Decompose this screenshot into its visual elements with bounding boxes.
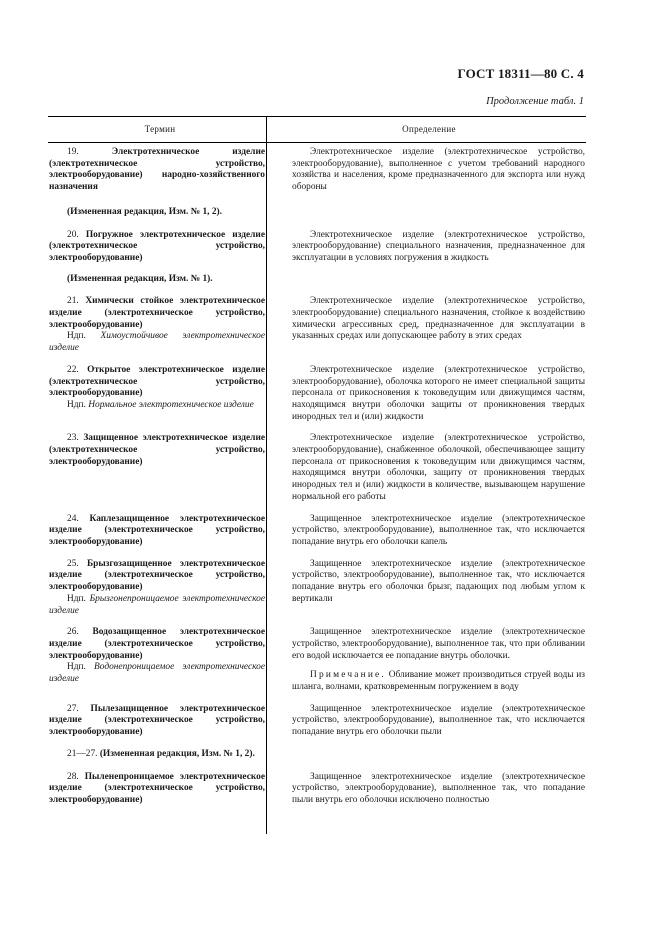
column-header-definition: Определение <box>402 124 456 134</box>
deprecated-synonym: Ндп. Водонепроницаемое электротехническое изделие <box>49 662 266 685</box>
definition-cell: Электротехническое изделие (электротехническое устройство, электрооборудование), снабженное оболочкой, обеспечивающее защиту персонала от прикосновения к токоведущим или движущимся частям, находящимся внутри оболочки, защиту от проникновения твердых инородных тел и (или) жидкости в количестве, вызывающем нарушение нормальной его работы <box>292 433 585 502</box>
table-row <box>48 365 586 424</box>
amendment-note: (Измененная редакция, Изм. № 1). <box>67 273 213 284</box>
term-text: Пылезащищенное электротехническое изделие (электротехническое устройство, электрооборудование) <box>49 703 265 738</box>
note-label: Примечание. <box>310 670 386 681</box>
term-text: Погружное электротехническое изделие (электротехническое устройство, электрооборудование) <box>49 229 265 263</box>
term-cell: 22. Открытое электротехническое изделие (электротехническое устройство, электрооборудование) Ндп. Нормальное электротехническое изделие <box>49 364 265 410</box>
table-row <box>48 230 586 265</box>
table-continuation-note: Продолжение табл. 1 <box>486 96 584 107</box>
note-paragraph <box>292 670 585 693</box>
table-row <box>48 433 586 503</box>
definition-cell: Защищенное электротехническое изделие (электротехническое устройство, электрооборудование), выполненное так, что исключается попадание внутрь его оболочки пыли <box>292 703 585 738</box>
table-row <box>48 704 586 739</box>
definition-cell: Электротехническое изделие (электротехническое устройство, электрооборудование), выполненное с учетом требований народного хозяйства и населения, кроме предназначенного для экспорта или нужд обороны <box>292 147 585 193</box>
definition-cell: Электротехническое изделие (электротехническое устройство, электрооборудование) специального назначения, предназначенное для эксплуатации в условиях погружения в жидкость <box>292 229 585 263</box>
definition-cell: Защищенное электротехническое изделие (электротехническое устройство, электрооборудование), выполненное так, что исключается попадание внутрь его оболочки брызг, падающих под любым углом к вертикали <box>292 558 585 604</box>
table-header <box>48 117 586 143</box>
term-cell: 21. Химически стойкое электротехническое изделие (электротехническое устройство, электрооборудование) Ндп. Химоустойчивое электротехническое изделие <box>49 296 266 354</box>
note-text: Обливание может производиться струей воды из шланга, волнами, кратковременным погружением в воду <box>292 670 586 693</box>
table-row <box>48 559 586 618</box>
term-cell: 23. Защищенное электротехническое изделие (электротехническое устройство, электрооборудование) <box>49 433 266 467</box>
term-text: Электротехническое изделие (электротехническое устройство, электрооборудование) народно-хозяйственного назначения <box>49 147 266 193</box>
term-text: Пыленепроницаемое электротехническое изделие (электротехническое устройство, электрооборудование) <box>49 771 265 805</box>
table-row <box>48 147 586 194</box>
term-cell: 28. Пыленепроницаемое электротехническое изделие (электротехническое устройство, электрооборудование) <box>49 771 265 805</box>
column-header-term: Термин <box>144 124 176 134</box>
definition-cell: Электротехническое изделие (электротехническое устройство, электрооборудование), оболочка которого не имеет специальной защиты персонала от прикосновения к токоведущим или движущимся частям, находящимся внутри оболочки защиты от проникновения твердых инородных тел и (или) жидкости <box>292 364 585 422</box>
definition-cell: Защищенное электротехническое изделие (электротехническое устройство, электрооборудование), выполненное так, что исключается попадание внутрь его оболочки капель <box>292 513 585 547</box>
deprecated-synonym: Ндп. Химоустойчивое электротехническое изделие <box>49 331 265 354</box>
amendment-note: (Измененная редакция, Изм. № 1, 2). <box>67 206 223 217</box>
term-cell: 20. Погружное электротехническое изделие (электротехническое устройство, электрооборудование) <box>49 229 265 263</box>
table-row <box>48 514 586 549</box>
term-text: Защищенное электротехническое изделие (электротехническое устройство, электрооборудование) <box>49 433 266 467</box>
terms-table <box>48 116 586 807</box>
term-text: Брызгозащищенное электротехническое изделие (электротехническое устройство, электрооборудование) <box>49 558 265 593</box>
table-row <box>48 296 586 355</box>
document-reference: ГОСТ 18311—80 С. 4 <box>457 66 584 81</box>
definition-cell: Защищенное электротехническое изделие (электротехническое устройство, электрооборудование), выполненное так, что попадание пыли внутрь его оболочки исключено полностью <box>292 771 585 805</box>
term-text: Каплезащищенное электротехническое изделие (электротехническое устройство, электрооборудование) <box>49 513 265 547</box>
term-text: Открытое электротехническое изделие (электротехническое устройство, электрооборудование) <box>49 364 265 399</box>
term-cell: 27. Пылезащищенное электротехническое изделие (электротехническое устройство, электрооборудование) <box>49 703 265 738</box>
term-text: Химически стойкое электротехническое изделие (электротехническое устройство, электрооборудование) <box>49 296 266 330</box>
definition-cell: Защищенное электротехническое изделие (электротехническое устройство, электрооборудование), выполненное так, что при обливании его водой исключается ее попадание внутрь оболочки. Примечание. Обливание может производиться струей воды из шланга, волнами, кратковременным погружением в воду <box>292 627 586 693</box>
term-cell: 25. Брызгозащищенное электротехническое изделие (электротехническое устройство, электрооборудование) Ндп. Брызгонепроницаемое электротехническое изделие <box>49 558 265 616</box>
table-row <box>48 772 586 807</box>
deprecated-synonym: Ндп. Нормальное электротехническое изделие <box>67 399 254 410</box>
amendment-note: 21—27. (Измененная редакция, Изм. № 1, 2). <box>67 748 255 759</box>
table-row <box>48 627 586 694</box>
term-cell: 26. Водозащищенное электротехническое изделие (электротехническое устройство, электрооборудование) Ндп. Водонепроницаемое электротехническое изделие <box>49 627 266 685</box>
term-text: Водозащищенное электротехническое изделие (электротехническое устройство, электрооборудование) <box>49 627 265 661</box>
term-cell: 19. Электротехническое изделие (электротехническое устройство, электрооборудование) народно-хозяйственного назначения <box>49 147 266 193</box>
term-cell: 24. Каплезащищенное электротехническое изделие (электротехническое устройство, электрооборудование) <box>49 513 265 547</box>
definition-cell: Электротехническое изделие (электротехническое устройство, электрооборудование) специального назначения, стойкое к воздействию химически агрессивных сред, предназначенное для эксплуатации в указанных средах или допускающее работу в этих средах <box>292 296 585 342</box>
deprecated-synonym: Ндп. Брызгонепроницаемое электротехническое изделие <box>49 593 265 616</box>
